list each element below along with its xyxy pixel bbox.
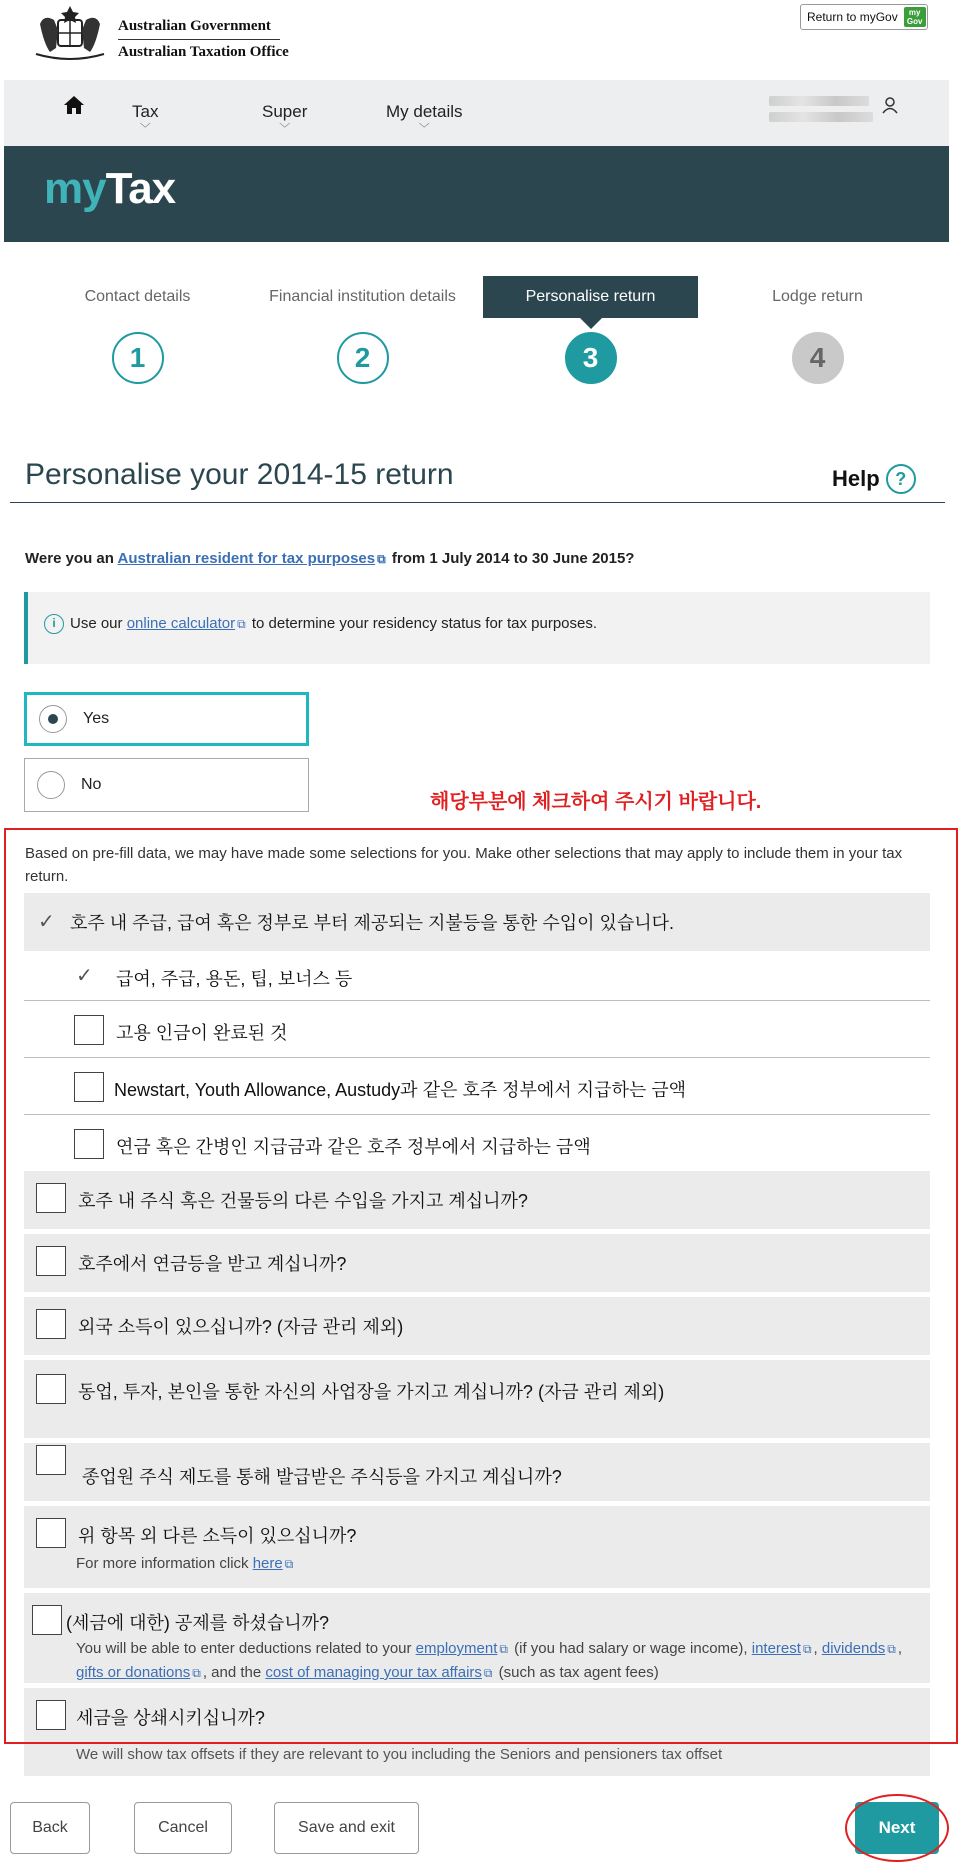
back-button[interactable]: Back: [10, 1802, 90, 1854]
online-calculator-link[interactable]: online calculator: [126, 614, 236, 632]
user-icon: [881, 96, 899, 114]
page-title: Personalise your 2014-15 return: [25, 458, 454, 491]
coat-of-arms-icon: [30, 2, 110, 62]
chevron-down-icon: ﹀: [139, 123, 151, 135]
checkbox[interactable]: [36, 1518, 66, 1548]
blurred-user-id: [769, 112, 873, 122]
dividends-link[interactable]: dividends: [821, 1640, 886, 1657]
tax-offsets-row[interactable]: 세금을 상쇄시키십니까? We will show tax offsets if they are relevant to you including the Seniors and pensioners tax offset: [24, 1688, 930, 1776]
radio-empty-icon: [37, 771, 65, 799]
income-salary-wages-row[interactable]: ✓ 급여, 주급, 용돈, 팁, 보너스 등: [24, 951, 930, 1001]
cost-of-tax-affairs-link[interactable]: cost of managing your tax affairs: [265, 1664, 482, 1681]
title-divider: [10, 502, 945, 503]
interest-link[interactable]: interest: [751, 1640, 801, 1657]
external-link-icon: ⧉: [192, 1666, 201, 1680]
income-employment-termination-row[interactable]: 고용 인금이 완료된 것: [24, 1001, 930, 1058]
income-shares-property-row[interactable]: 호주 내 주식 혹은 건물등의 다른 수입을 가지고 계십니까?: [24, 1171, 930, 1229]
step-number: 3: [565, 332, 617, 384]
mygov-logo-icon: my Gov: [904, 7, 926, 27]
checkbox[interactable]: [36, 1246, 66, 1276]
annotation-instruction: 해당부분에 체크하여 주시기 바랍니다.: [430, 791, 762, 813]
checkmark-icon: ✓: [38, 911, 55, 933]
checkbox[interactable]: [74, 1072, 104, 1102]
cancel-button[interactable]: Cancel: [134, 1802, 232, 1854]
residency-question: Were you an Australian resident for tax purposes ⧉ from 1 July 2014 to 30 June 2015?: [25, 550, 635, 567]
nav-item-my-details[interactable]: My details ﹀: [386, 102, 463, 135]
checkbox[interactable]: [36, 1183, 66, 1213]
checkbox[interactable]: [32, 1605, 62, 1635]
income-government-pension-row[interactable]: 연금 혹은 간병인 지급금과 같은 호주 정부에서 지급하는 금액: [24, 1115, 930, 1171]
step-lodge-return: Lodge return 4: [710, 276, 925, 384]
help-link[interactable]: Help ?: [832, 464, 916, 494]
info-icon: i: [44, 614, 64, 634]
chevron-down-icon: ﹀: [418, 123, 430, 135]
save-and-exit-button[interactable]: Save and exit: [274, 1802, 419, 1854]
return-to-mygov-button[interactable]: Return to myGov my Gov: [800, 4, 928, 30]
active-step-pointer: [580, 318, 602, 329]
external-link-icon: ⧉: [284, 1557, 294, 1571]
external-link-icon: ⧉: [499, 1642, 508, 1656]
info-box: i Use our online calculator ⧉ to determine your residency status for tax purposes.: [24, 592, 930, 664]
chevron-down-icon: ﹀: [279, 123, 291, 135]
income-business-row[interactable]: 동업, 투자, 본인을 통한 자신의 사업장을 가지고 계십니까? (자금 관리 제외): [24, 1360, 930, 1438]
step-personalise-return: Personalise return 3: [483, 276, 698, 384]
external-link-icon: ⧉: [377, 552, 386, 566]
income-other-row[interactable]: 위 항목 외 다른 소득이 있으십니까? For more information click here ⧉: [24, 1506, 930, 1588]
income-foreign-row[interactable]: 외국 소득이 있으십니까? (자금 관리 제외): [24, 1297, 930, 1355]
residency-info-link[interactable]: Australian resident for tax purposes: [117, 550, 376, 567]
nav-item-tax[interactable]: Tax ﹀: [132, 102, 159, 135]
step-contact-details[interactable]: Contact details 1: [30, 276, 245, 384]
external-link-icon: ⧉: [483, 1666, 493, 1680]
external-link-icon: ⧉: [887, 1642, 896, 1656]
income-government-allowance-row[interactable]: Newstart, Youth Allowance, Austudy과 같은 호주 정부에서 지급하는 금액: [24, 1058, 930, 1115]
step-financial-institution[interactable]: Financial institution details 2: [255, 276, 470, 384]
gov-wordmark: Australian Government Australian Taxation Office: [118, 18, 289, 60]
income-employee-shares-row[interactable]: 종업원 주식 제도를 통해 발급받은 주식등을 가지고 계십니까?: [24, 1443, 930, 1501]
checkbox[interactable]: [74, 1129, 104, 1159]
checkbox[interactable]: [74, 1015, 104, 1045]
next-button[interactable]: Next: [855, 1802, 939, 1854]
income-super-pension-row[interactable]: 호주에서 연금등을 받고 계십니까?: [24, 1234, 930, 1292]
checkbox[interactable]: [36, 1309, 66, 1339]
employment-link[interactable]: employment: [415, 1640, 498, 1657]
income-salary-row[interactable]: ✓ 호주 내 주급, 급여 혹은 정부로 부터 제공되는 지불등을 통한 수입이 있습니다.: [24, 893, 930, 951]
main-nav: [4, 80, 949, 146]
home-icon[interactable]: [62, 94, 86, 116]
mytax-banner: [4, 146, 949, 242]
checkbox[interactable]: [36, 1445, 66, 1475]
checkbox[interactable]: [36, 1374, 66, 1404]
step-number: 4: [792, 332, 844, 384]
external-link-icon: ⧉: [802, 1642, 812, 1656]
nav-item-super[interactable]: Super ﹀: [262, 102, 308, 135]
checkbox[interactable]: [36, 1700, 66, 1730]
step-number: 2: [337, 332, 389, 384]
gifts-donations-link[interactable]: gifts or donations: [76, 1664, 191, 1681]
question-circle-icon: ?: [886, 464, 916, 494]
deductions-row[interactable]: (세금에 대한) 공제를 하셨습니까? You will be able to enter deductions related to your employment ⧉ (if you had salary or wage income), interest ⧉ , dividends ⧉ , gifts or donations ⧉ , and the cost of managing your tax affairs ⧉ (such as tax agent fees): [24, 1593, 930, 1683]
radio-selected-icon: [39, 705, 67, 733]
prefill-intro-text: Based on pre-fill data, we may have made some selections for you. Make other selections that may apply to include them in your tax return.: [25, 845, 903, 885]
user-account-menu[interactable]: [769, 96, 877, 130]
step-number: 1: [112, 332, 164, 384]
blurred-username: [769, 96, 869, 106]
more-info-here-link[interactable]: here: [252, 1555, 283, 1572]
residency-no-radio[interactable]: No: [24, 758, 309, 812]
gov-header: [0, 0, 965, 80]
mytax-logo: myTax: [44, 164, 176, 213]
residency-yes-radio[interactable]: Yes: [24, 692, 309, 746]
external-link-icon: ⧉: [237, 616, 246, 631]
checkmark-icon: ✓: [76, 965, 93, 987]
